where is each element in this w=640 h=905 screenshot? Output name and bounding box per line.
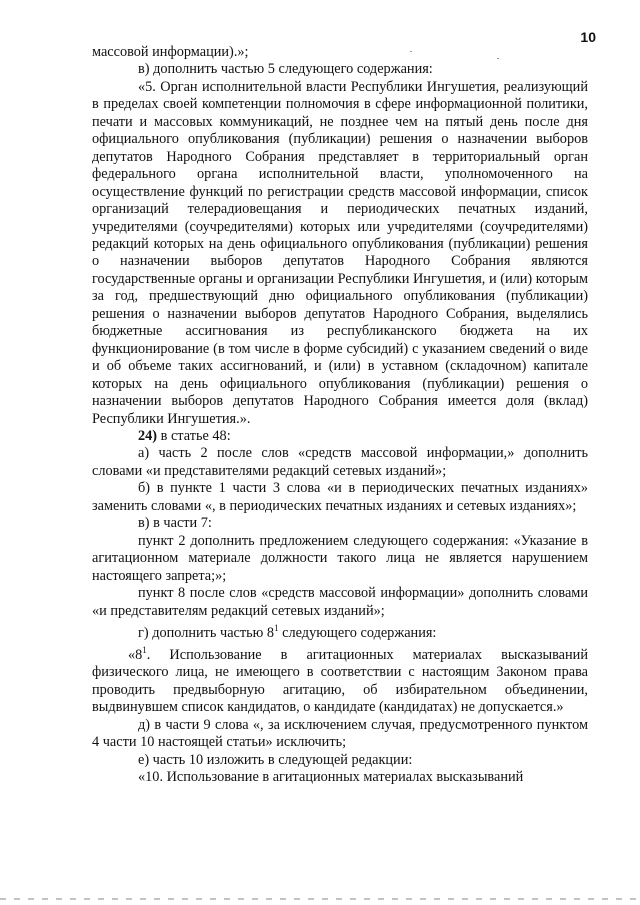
document-body	[92, 44, 588, 787]
item-text: в статье 48:	[160, 427, 231, 444]
paragraph: «5. Орган исполнительной власти Республики Ингушетия, реализующий в пределах своей компетенции полномочия в сфере информационной политики, печати и массовых коммуникаций, не позднее чем на пятый день после дня официального опубликования (публикации) решения о назначении выборов депутатов Народного Собрания представляет в территориальный орган федерального органа исполнительной власти, уполномоченного на осуществление функций по регистрации средств массовой информации, список организаций телерадиовещания и периодических печатных изданий, учредителями (соучредителями) которых или учредителями (соучредителями) редакций которых на день официального опубликования (публикации) решения о назначении выборов депутатов Народного Собрания являются государственные органы и организации Республики Ингушетия, и (или) которым за год, предшествующий дню официального опубликования (публикации) решения о назначении выборов депутатов Народного Собрания, выделялись бюджетные ассигнования из республиканского бюджета на их функционирование (в том числе в форме субсидий) с указанием сведений о виде и об объеме таких ассигнований, и (или) в уставном (складочном) капитале которых на день официального опубликования (публикации) решения о назначении выборов депутатов Народного Собрания имеется доля (вклад) Республики Ингушетия.».	[92, 78, 588, 427]
paragraph: в) дополнить частью 5 следующего содержания:	[138, 61, 433, 78]
paragraph: «10. Использование в агитационных материалах высказываний	[138, 769, 524, 786]
paragraph-part-8-1	[92, 620, 588, 642]
item-number: 24)	[138, 427, 158, 444]
paragraph: пункт 8 после слов «средств массовой информации» дополнить словами «и представителям редакций сетевых изданий»;	[92, 585, 588, 619]
scan-speck	[497, 58, 499, 59]
paragraph-item-24	[92, 428, 588, 445]
superscript: 1	[274, 622, 279, 633]
paragraph: е) часть 10 изложить в следующей редакции:	[138, 751, 413, 768]
paragraph: массовой информации).»;	[92, 44, 249, 60]
quote-text: . Использование в агитационных материалах высказываний физического лица, не имеющего в соответствии с настоящим Законом права проводить предвыборную агитацию, об избирательном объединении, выдвинувшем список кандидатов, о кандидате (кандидатах) не допускается.»	[92, 646, 588, 716]
part-text-a: г) дополнить частью 8	[138, 624, 275, 641]
part-text-b: следующего содержания:	[282, 624, 437, 641]
paragraph: а) часть 2 после слов «средств массовой информации,» дополнить словами «и представителями редакций сетевых изданий»;	[92, 445, 588, 479]
scan-bottom-edge	[0, 898, 640, 900]
paragraph: в) в части 7:	[138, 515, 212, 532]
page-number: 10	[580, 29, 596, 45]
paragraph: б) в пункте 1 части 3 слова «и в периодических печатных изданиях» заменить словами «, в периодических печатных изданиях и сетевых изданиях»;	[92, 480, 588, 514]
paragraph-quote-8-1	[92, 642, 588, 717]
scan-speck	[410, 51, 412, 52]
quote-start: «8	[128, 646, 143, 663]
paragraph: д) в части 9 слова «, за исключением случая, предусмотренного пунктом 4 части 10 настоящей статьи» исключить;	[92, 716, 588, 751]
superscript: 1	[142, 645, 147, 656]
paragraph: пункт 2 дополнить предложением следующего содержания: «Указание в агитационном материале должности такого лица не является нарушением настоящего запрета;»;	[92, 532, 588, 584]
